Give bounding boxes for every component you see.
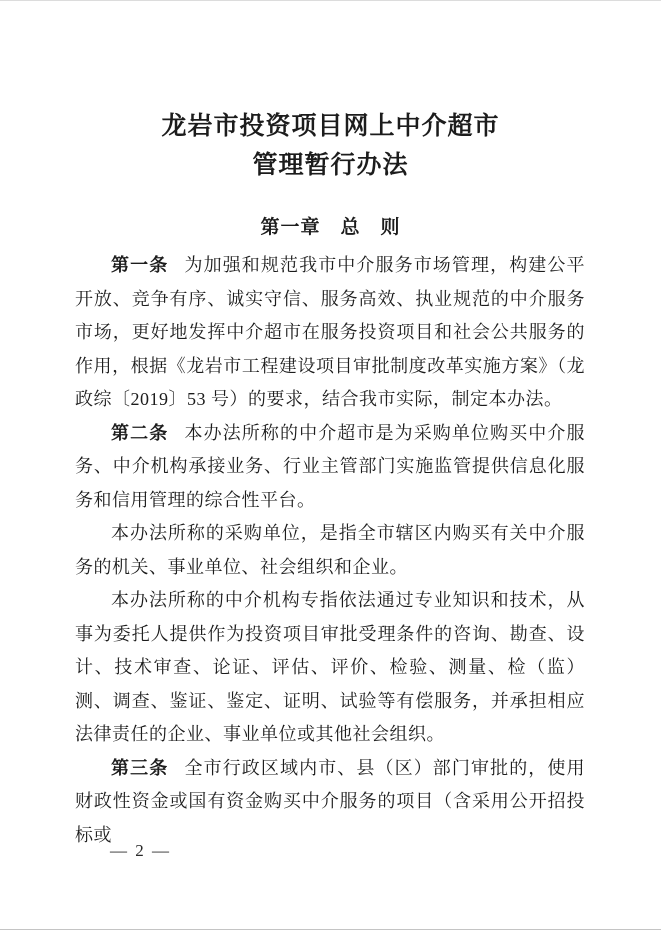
paragraph-text: 全市行政区域内市、县（区）部门审批的，使用财政性资金或国有资金购买中介服务的项目（含采用公开招投标或 bbox=[75, 757, 586, 845]
paragraph-text: 本办法所称的中介机构专指依法通过专业知识和技术，从事为委托人提供作为投资项目审批受理条件的咨询、勘查、设计、技术审查、论证、评估、评价、检验、测量、检（监）测、调查、鉴证、鉴定、证明、试验等有偿服务，并承担相应法律责任的企业、事业单位或其他社会组织。 bbox=[75, 590, 585, 744]
document-title-line2: 管理暂行办法 bbox=[252, 152, 409, 179]
article-label: 第一条 bbox=[111, 255, 169, 275]
article-label: 第二条 bbox=[111, 422, 169, 443]
paragraph-text: 本办法所称的采购单位，是指全市辖区内购买有关中介服务的机关、事业单位、社会组织和企业。 bbox=[75, 523, 585, 577]
paragraph-text: 为加强和规范我市中介服务市场管理，构建公平开放、竞争有序、诚实守信、服务高效、执业规范的中介服务市场，更好地发挥中介超市在服务投资项目和社会公共服务的作用，根据《龙岩市工程建设项目审批制度改革实施方案》（龙政综〔2019〕53 号）的要求，结合我市实际，制定本办法。 bbox=[75, 255, 586, 409]
document-body bbox=[75, 249, 585, 852]
paragraph bbox=[75, 249, 585, 417]
article-label: 第三条 bbox=[111, 757, 169, 778]
document-title bbox=[0, 107, 661, 185]
paragraph bbox=[75, 584, 585, 752]
document-title-line1: 龙岩市投资项目网上中介超市 bbox=[161, 113, 500, 140]
paragraph bbox=[75, 417, 585, 518]
page-number: — 2 — bbox=[110, 841, 171, 860]
chapter-heading: 第一章 总 则 bbox=[260, 217, 401, 238]
paragraph-text: 本办法所称的中介超市是为采购单位购买中介服务、中介机构承接业务、行业主管部门实施监管提供信息化服务和信用管理的综合性平台。 bbox=[75, 422, 586, 510]
paragraph bbox=[75, 752, 585, 853]
paragraph bbox=[75, 517, 585, 584]
